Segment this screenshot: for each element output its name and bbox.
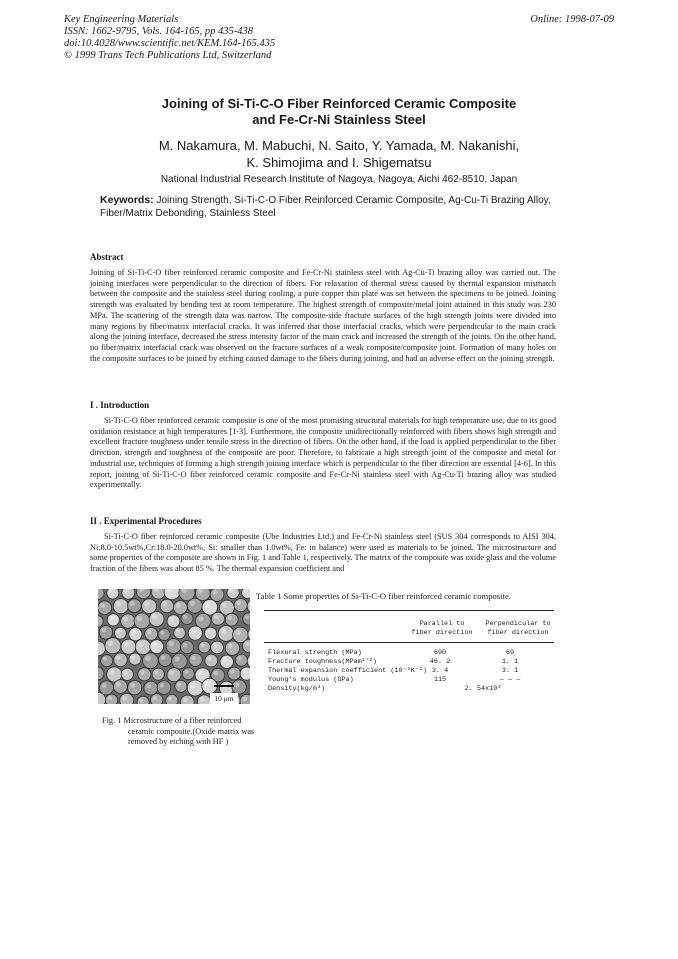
header-parallel-line-2: fiber direction <box>411 629 473 637</box>
experimental-text: Si-Ti-C-O fiber reinforced ceramic composite (Ube Industries Ltd.) and Fe-Cr-Ni stainless steel (SUS 304 corresponds to AISI 304, Ni:8.0-10.5wt%,Cr:18.0-20.0wt%, Si: smaller than 1.0wt%, Fe: in balance) were used as materials to be joined. The microstructure and some properties of the composite are shown in Fig. 1 and Table 1, respectively. The matrix of the composite was oxide glass and the volume fraction of the fibers was about 85 %. The thermal expansion coefficient and <box>90 532 556 574</box>
row-perpendicular: — — — <box>499 676 521 684</box>
doi-line[interactable]: doi:10.4028/www.scientific.net/KEM.164-165.435 <box>64 38 276 49</box>
keywords-label: Keywords: <box>100 194 154 206</box>
scale-label: 10 μm <box>210 693 238 705</box>
row-label: Flexural strength (MPa) <box>268 649 362 657</box>
paper-title <box>0 96 678 128</box>
row-label: Density(kg/m³) <box>268 685 326 693</box>
journal-name: Key Engineering Materials <box>64 14 179 25</box>
copyright-line: © 1999 Trans Tech Publications Ltd, Switzerland <box>64 50 272 61</box>
affiliation: National Industrial Research Institute of Nagoya, Nagoya, Aichi 462-8510, Japan <box>160 174 518 185</box>
issn-line: ISSN: 1662-9795, Vols. 164-165, pp 435-438 <box>64 26 253 37</box>
online-date: Online: 1998-07-09 <box>530 14 614 25</box>
authors-line-1: M. Nakamura, M. Mabuchi, N. Saito, Y. Yamada, M. Nakanishi, <box>158 138 520 153</box>
table-top-rule <box>264 610 554 611</box>
scale-bar <box>214 685 234 687</box>
title-line-1: Joining of Si-Ti-C-O Fiber Reinforced Ceramic Composite <box>161 96 517 111</box>
table-row <box>268 649 556 658</box>
table-row-density <box>268 685 556 694</box>
keywords <box>100 194 560 220</box>
journal-header <box>64 14 275 62</box>
row-label: Fracture toughness(MPam¹ᐟ²) <box>268 658 377 666</box>
table-row <box>268 676 556 685</box>
title-line-2: and Fe-Cr-Ni Stainless Steel <box>252 112 426 127</box>
row-parallel: 115 <box>433 676 447 684</box>
header-perpendicular-line-2: fiber direction <box>487 629 549 637</box>
introduction-heading: I . Introduction <box>90 400 150 410</box>
figure-caption-line-3: removed by etching with HF ) <box>128 737 229 746</box>
keywords-text: Joining Strength, Si-Ti-C-O Fiber Reinforced Ceramic Composite, Ag-Cu-Ti Brazing Alloy, Fiber/Matrix Debonding, Stainless Steel <box>100 195 551 219</box>
abstract-text: Joining of Si-Ti-C-O fiber reinforced ceramic composite and Fe-Cr-Ni stainless steel with Ag-Cu-Ti brazing alloy was carried out. The joining interfaces were perpendicular to the direction of fibers. For relaxation of thermal stress caused by thermal expansion mismatch between the composite and the stainless steel during cooling, a pure copper thin plate was set between the specimens to be joined. Joining strength was evaluated by bending test at room temperature. The highest strength of composite/metal joint attained in this study was 230 MPa. The scattering of the strength data was narrow. The composite-side fracture surfaces of the high strength joints were divided into many regions by fiber/matrix interfacial cracks. It was inferred that those interfacial cracks, which were perpendicular to the main crack along the joining interface, decreased the stress intensity factor of the main crack and increased the strength of the joints. On the other hand, no fiber/matrix interfacial crack was observed on the fracture surfaces of a weak composite/composite joint. Formation of many holes on the composite surfaces to be joined by etching caused damage to the fibers during joining, and had an adverse effect on the joining strength. <box>90 268 556 363</box>
row-parallel: 690 <box>433 649 447 657</box>
row-perpendicular: 69 <box>505 649 515 657</box>
experimental-heading: II . Experimental Procedures <box>90 516 202 526</box>
figure-caption-line-1: Fig. 1 Microstructure of a fiber reinforced <box>102 716 242 725</box>
authors-line-2: K. Shimojima and I. Shigematsu <box>246 155 432 170</box>
authors <box>0 137 678 171</box>
introduction-text: Si-Ti-C-O fiber reinforced ceramic composite is one of the most promising structural materials for high temperature use, due to its good oxidation resistance at high temperatures [1-3]. Furthermore, the composite unidirectionally reinforced with fibers shows high strength and excellent fracture toughness under tensile stress in the direction of fibers. On the other hand, if the load is applied perpendicular to the fiber direction, strength and toughness of the composite are poor. Therefore, to fabricate a high strength joint of the composite and metal for industrial use, techniques of forming a high strength joining interface which is perpendicular to the fiber direction are essential [4-6]. In this report, joining of Si-Ti-C-O fiber reinforced ceramic composite and Fe-Cr-Ni stainless steel with Ag-Cu-Ti brazing alloy was studied experimentally. <box>90 416 556 490</box>
header-perpendicular-line-1: Perpendicular to <box>485 620 551 628</box>
density-value: 2. 54x10³ <box>464 685 502 693</box>
table-mid-rule <box>264 642 554 643</box>
table-header-parallel <box>410 620 474 638</box>
figure-caption <box>102 716 282 748</box>
figure-caption-line-2: ceramic composite.(Oxide matrix was <box>128 726 255 736</box>
table-row <box>268 658 556 667</box>
table-header-perpendicular <box>482 620 554 638</box>
abstract-heading: Abstract <box>90 252 124 262</box>
table-caption: Table 1 Some properties of Si-Ti-C-O fiber reinforced ceramic composite. <box>256 591 511 601</box>
table-row <box>268 667 556 676</box>
row-label: Thermal expansion coefficient (10⁻⁶K⁻¹) <box>268 667 428 675</box>
row-parallel: 46. 2 <box>429 658 451 666</box>
row-perpendicular: 1. 1 <box>501 658 519 666</box>
row-parallel: 3. 4 <box>431 667 449 675</box>
row-label: Young's modulus (GPa) <box>268 676 354 684</box>
row-perpendicular: 3. 1 <box>501 667 519 675</box>
header-parallel-line-1: Parallel to <box>419 620 465 628</box>
